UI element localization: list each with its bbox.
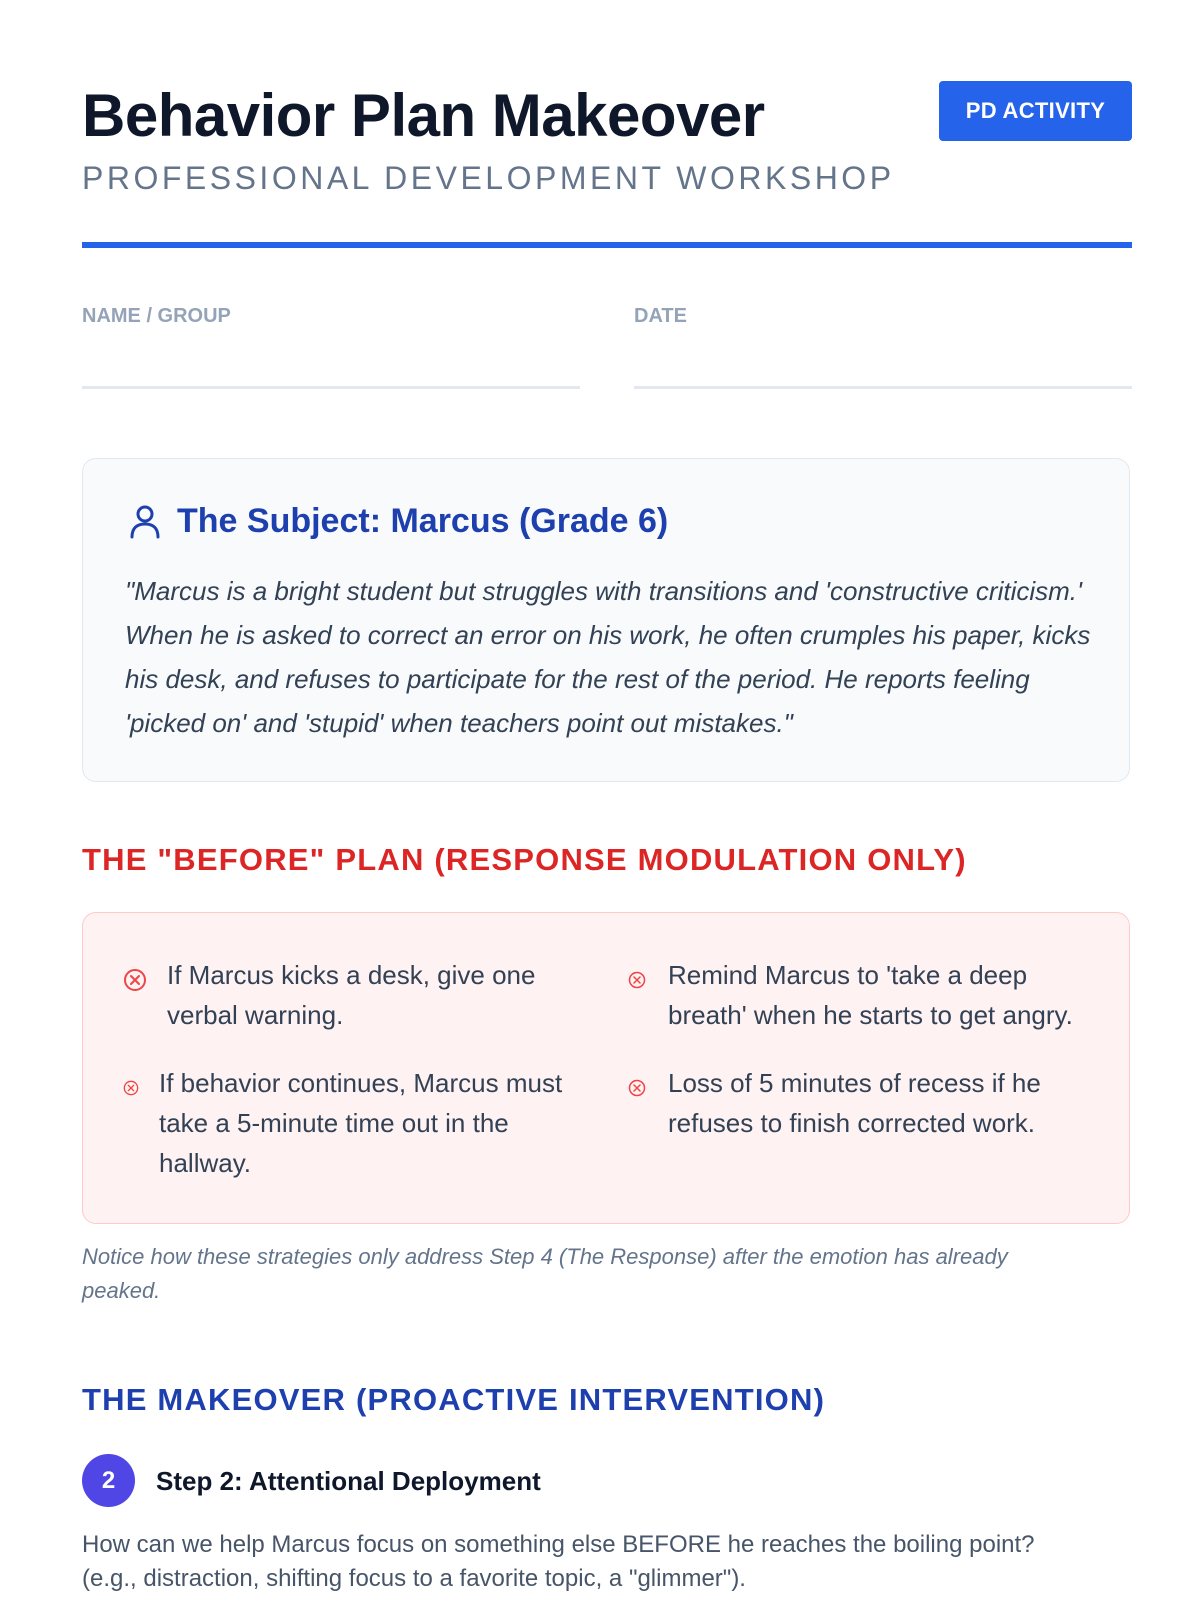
step-2-header: [82, 1454, 541, 1507]
before-plan-item: [628, 1063, 1088, 1143]
step-number-badge: 2: [82, 1454, 135, 1507]
before-plan-card: [82, 912, 1130, 1224]
subject-quote: "Marcus is a bright student but struggles with transitions and 'constructive criticism.' When he is asked to correct an error on his work, he often crumples his paper, kicks his desk, and refuses to participate for the rest of the period. He reports feeling 'picked on' and 'stupid' when teachers point out mistakes.": [125, 576, 1091, 738]
worksheet-page: [82, 0, 1132, 1592]
header: [82, 0, 1132, 250]
before-plan-item: [123, 1063, 593, 1183]
page-title: Behavior Plan Makeover: [82, 82, 765, 149]
pd-activity-badge: PD ACTIVITY: [939, 81, 1132, 141]
page-subtitle: PROFESSIONAL DEVELOPMENT WORKSHOP: [82, 160, 895, 196]
name-group-field[interactable]: [82, 302, 580, 330]
subject-card: [82, 458, 1130, 782]
date-line[interactable]: [634, 386, 1132, 389]
makeover-heading: THE MAKEOVER (PROACTIVE INTERVENTION): [82, 1382, 826, 1417]
name-date-fields: [82, 302, 1132, 392]
step-title: Step 2: Attentional Deployment: [156, 1465, 541, 1496]
before-plan-item-text: Remind Marcus to 'take a deep breath' when he starts to get angry.: [668, 960, 1073, 1030]
before-plan-note: Notice how these strategies only address Step 4 (The Response) after the emotion has already peaked.: [82, 1244, 1008, 1303]
before-plan-item-text: If behavior continues, Marcus must take a 5-minute time out in the hallway.: [159, 1068, 563, 1178]
before-plan-heading: THE "BEFORE" PLAN (RESPONSE MODULATION ONLY): [82, 842, 967, 877]
name-group-line[interactable]: [82, 386, 580, 389]
x-circle-icon: [628, 971, 646, 989]
before-plan-item: [628, 955, 1088, 1035]
step-description: How can we help Marcus focus on something else BEFORE he reaches the boiling point? (e.g., distraction, shifting focus to a favorite topic, a "glimmer").: [82, 1531, 1035, 1592]
name-group-label: NAME / GROUP: [82, 305, 231, 327]
before-plan-item-text: If Marcus kicks a desk, give one verbal warning.: [167, 960, 536, 1030]
x-circle-icon: [123, 1080, 139, 1096]
header-divider: [82, 242, 1132, 248]
x-circle-icon: [123, 968, 147, 992]
subject-heading: [127, 499, 668, 543]
before-plan-item-text: Loss of 5 minutes of recess if he refuses to finish corrected work.: [668, 1068, 1041, 1138]
before-plan-item: [123, 955, 563, 1035]
user-icon: [127, 503, 163, 539]
x-circle-icon: [628, 1079, 646, 1097]
date-label: DATE: [634, 305, 687, 327]
subject-title: The Subject: Marcus (Grade 6): [177, 502, 669, 540]
date-field[interactable]: [634, 302, 1132, 330]
